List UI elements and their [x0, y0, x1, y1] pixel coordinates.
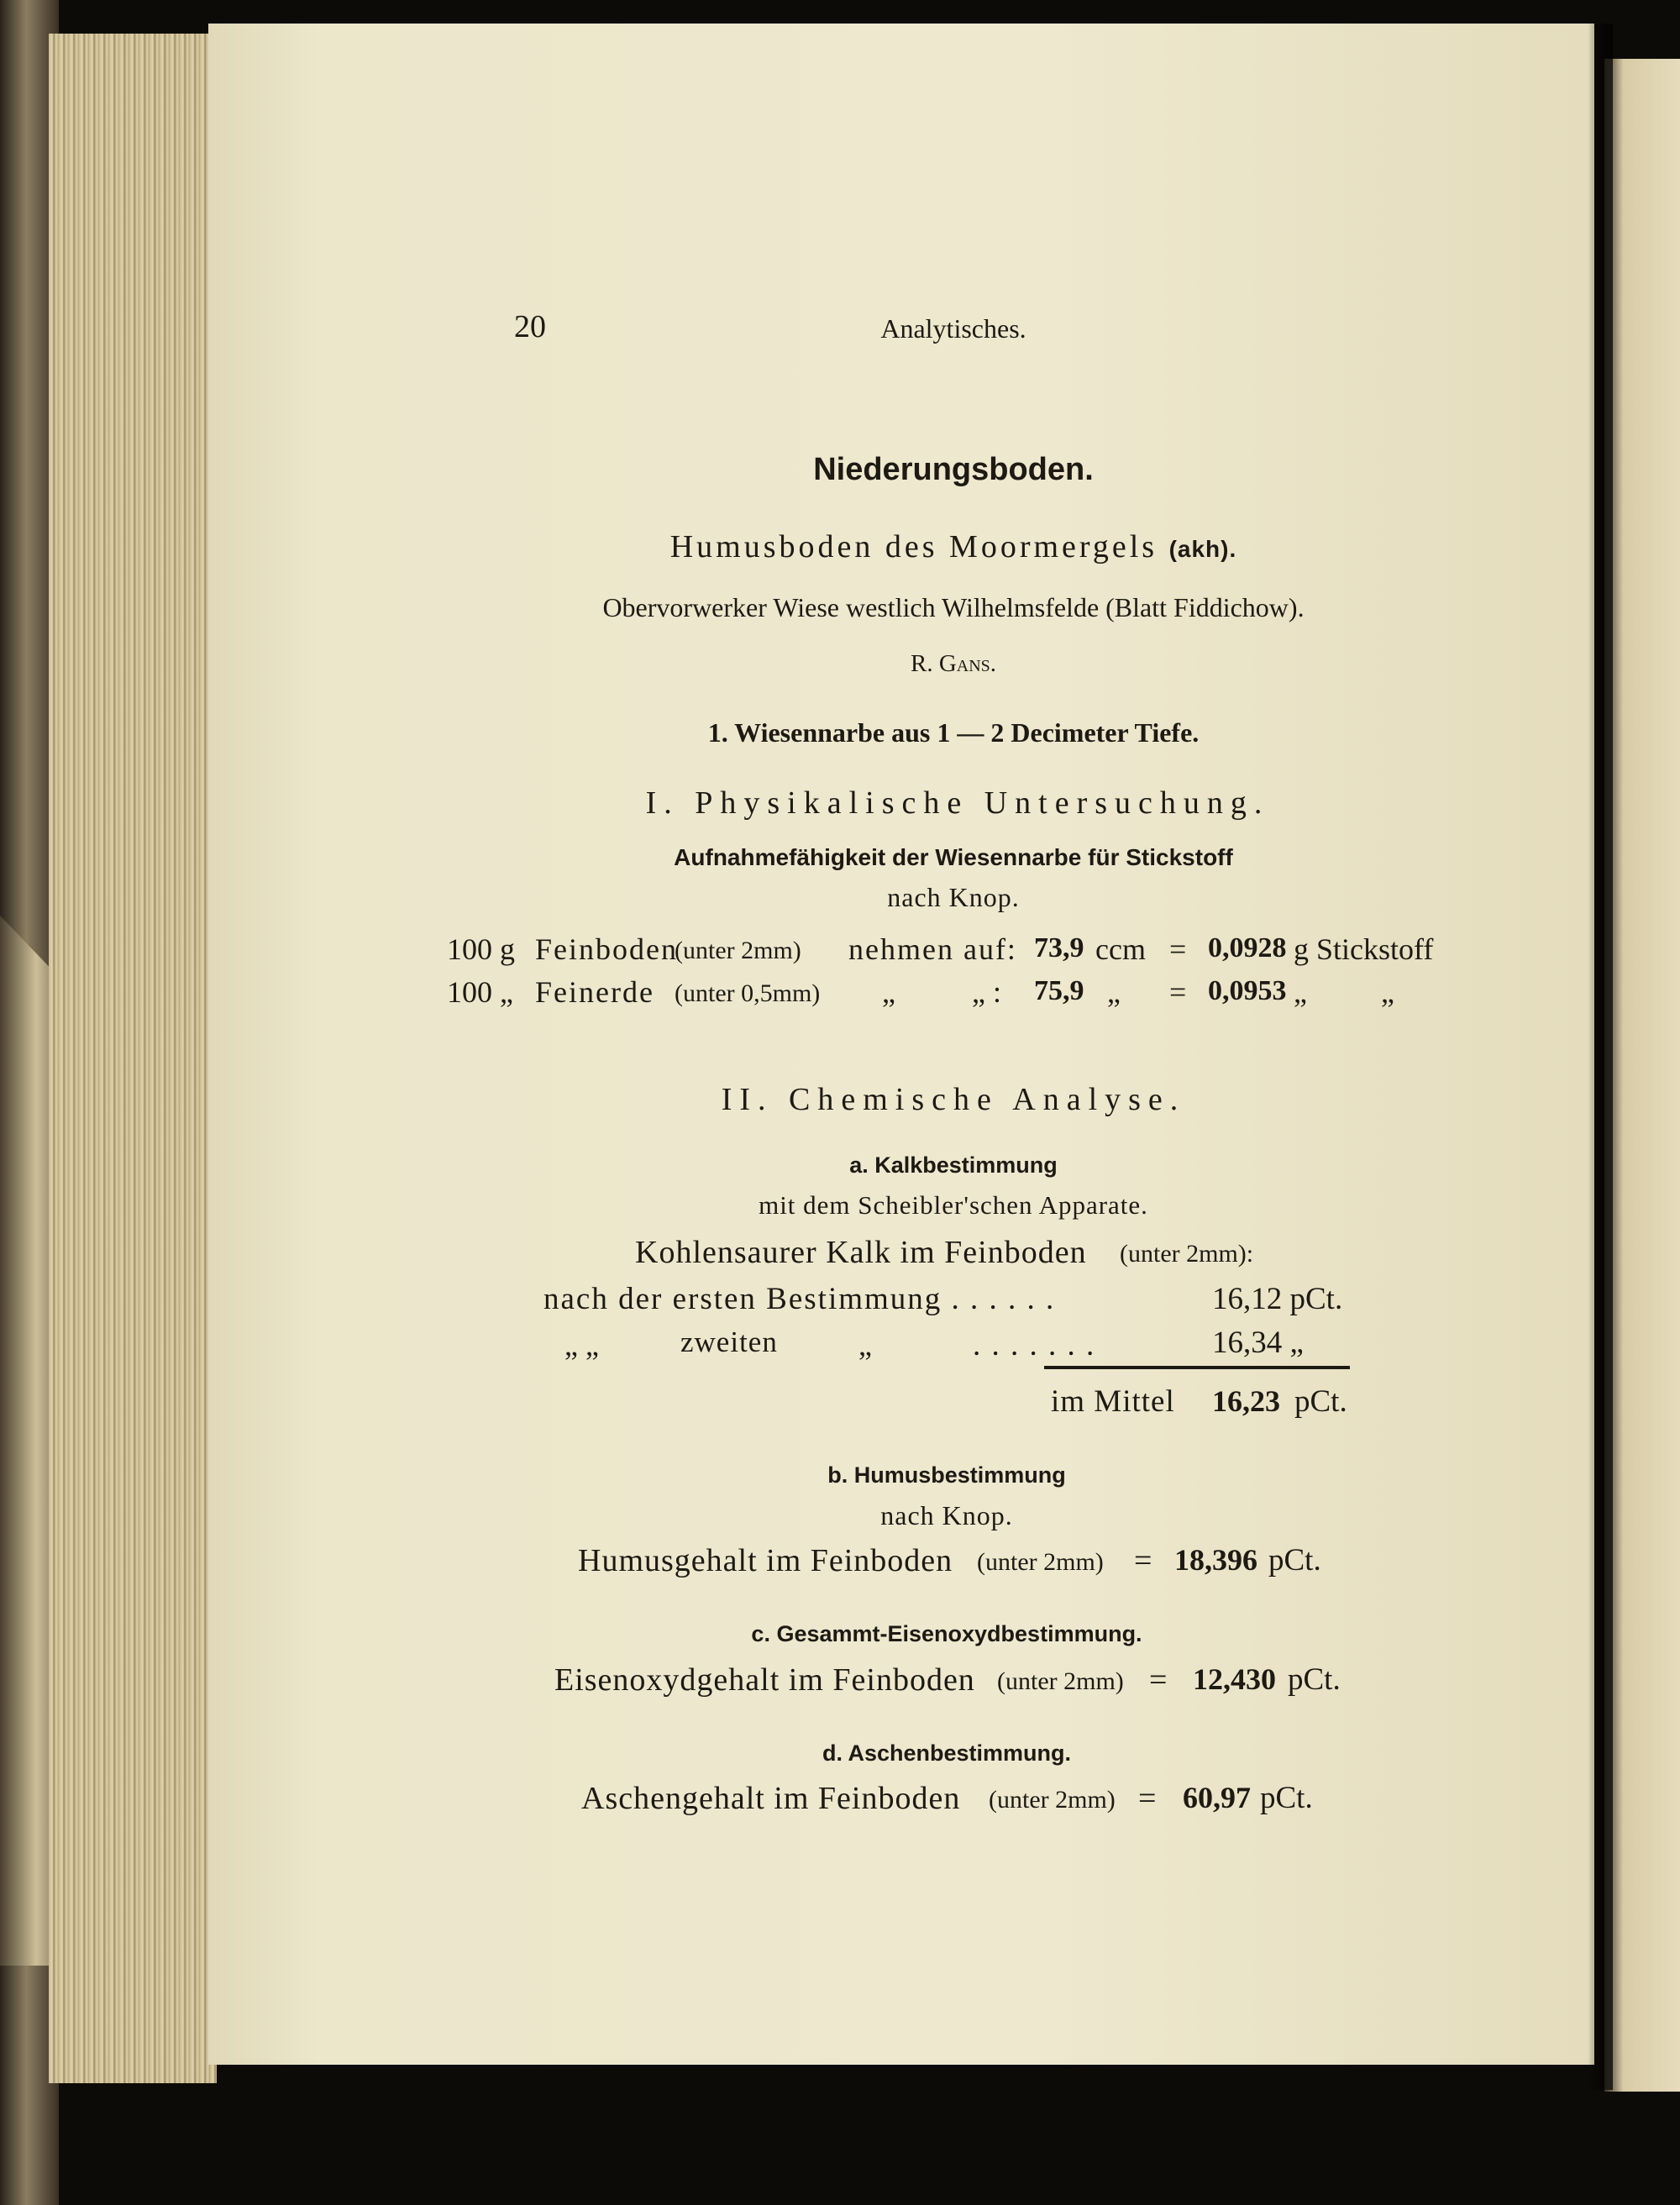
humus-eq: = — [1134, 1543, 1152, 1578]
row1-amount: 100 g — [447, 932, 515, 966]
eisenoxyd-line: Eisenoxydgehalt im Feinboden — [554, 1662, 975, 1698]
kalk-line: Kohlensaurer Kalk im Feinboden — [635, 1235, 1087, 1270]
row1-result-unit: g Stickstoff — [1294, 932, 1434, 966]
asche-eq: = — [1138, 1781, 1157, 1816]
row1-ccm: 73,9 — [1034, 932, 1084, 963]
humus-value: 18,396 — [1174, 1543, 1257, 1577]
humus-unit: pCt. — [1268, 1543, 1321, 1578]
kalk-row1-label: nach der ersten Bestimmung . . . . . . — [543, 1282, 1056, 1316]
sample-heading: 1. Wiesennarbe aus 1 — 2 Decimeter Tiefe. — [707, 717, 1200, 748]
row1-result: 0,0928 — [1208, 932, 1287, 963]
kalk-mean-unit: pCt. — [1294, 1384, 1347, 1419]
asche-note: (unter 2mm) — [989, 1786, 1116, 1814]
subheading-absorption: Aufnahmefähigkeit der Wiesennarbe für Stickstoff — [674, 844, 1233, 870]
row2-ccm: 75,9 — [1034, 975, 1084, 1006]
row2-result-unit: „ — [1294, 975, 1307, 1009]
kalk-line-note: (unter 2mm): — [1120, 1240, 1254, 1268]
page-stack-edges — [49, 34, 217, 2083]
subtitle — [670, 531, 1237, 563]
row2-note: (unter 0,5mm) — [675, 979, 821, 1007]
row2-eq: = — [1169, 975, 1187, 1009]
row1-material: Feinboden — [535, 932, 678, 966]
author: R. Gans. — [910, 650, 997, 677]
soil-code: (akh). — [1168, 536, 1237, 562]
method-scheibler: mit dem Scheibler'schen Apparate. — [759, 1190, 1148, 1220]
location-line: Obervorwerker Wiese westlich Wilhelmsfelde (Blatt Fiddichow). — [602, 592, 1305, 622]
method-knop-humus: nach Knop. — [880, 1500, 1013, 1530]
section-heading-physical: I. Physikalische Untersuchung. — [645, 785, 1270, 821]
page-title: Niederungsboden. — [813, 452, 1094, 487]
gutter-shadow — [1588, 24, 1613, 2090]
kalk-row2-ditto: „ „ — [564, 1328, 599, 1362]
kalk-row2-label: zweiten — [680, 1326, 778, 1358]
asche-line: Aschengehalt im Feinboden — [581, 1781, 961, 1816]
row1-unit: ccm — [1095, 932, 1146, 966]
row1-verb: nehmen auf: — [848, 932, 1017, 966]
row2-ditto2: „ : — [972, 975, 1001, 1009]
row2-unit: „ — [1107, 975, 1121, 1009]
heading-humus: b. Humusbestimmung — [827, 1462, 1066, 1488]
kalk-row2-ditto2: „ — [858, 1328, 872, 1362]
eisenoxyd-unit: pCt. — [1288, 1662, 1341, 1697]
eisenoxyd-eq: = — [1149, 1662, 1168, 1698]
subtitle-text: Humusboden des Moormergels — [669, 529, 1158, 564]
asche-value: 60,97 — [1183, 1781, 1251, 1814]
heading-asche: d. Aschenbestimmung. — [822, 1740, 1072, 1766]
running-title: Analytisches. — [880, 313, 1026, 344]
sum-rule — [1044, 1366, 1350, 1369]
row2-ditto1: „ — [882, 975, 895, 1009]
section-heading-chemical: II. Chemische Analyse. — [721, 1082, 1186, 1117]
heading-kalk: a. Kalkbestimmung — [849, 1152, 1058, 1178]
row2-amount: 100 „ — [447, 975, 513, 1009]
eisenoxyd-value: 12,430 — [1193, 1662, 1276, 1696]
kalk-mean-value: 16,23 — [1212, 1384, 1280, 1418]
kalk-mean-label: im Mittel — [1051, 1384, 1175, 1419]
humus-note: (unter 2mm) — [977, 1548, 1104, 1576]
row2-result: 0,0953 — [1208, 975, 1287, 1006]
row2-result-ditto: „ — [1381, 975, 1394, 1009]
row2-material: Feinerde — [535, 975, 654, 1009]
humus-line: Humusgehalt im Feinboden — [578, 1543, 953, 1578]
page-number: 20 — [514, 309, 546, 344]
eisenoxyd-note: (unter 2mm) — [997, 1667, 1124, 1695]
heading-eisenoxyd: c. Gesammt-Eisenoxydbestimmung. — [751, 1621, 1142, 1646]
asche-unit: pCt. — [1260, 1781, 1313, 1815]
kalk-row2-value: 16,34 „ — [1212, 1326, 1304, 1360]
row1-eq: = — [1169, 932, 1187, 966]
row1-note: (unter 2mm) — [675, 937, 801, 964]
method-knop: nach Knop. — [887, 882, 1020, 912]
next-page-edge — [1604, 59, 1680, 2092]
kalk-row1-value: 16,12 pCt. — [1212, 1282, 1343, 1316]
kalk-row2-dots: . . . . . . . — [973, 1328, 1096, 1362]
